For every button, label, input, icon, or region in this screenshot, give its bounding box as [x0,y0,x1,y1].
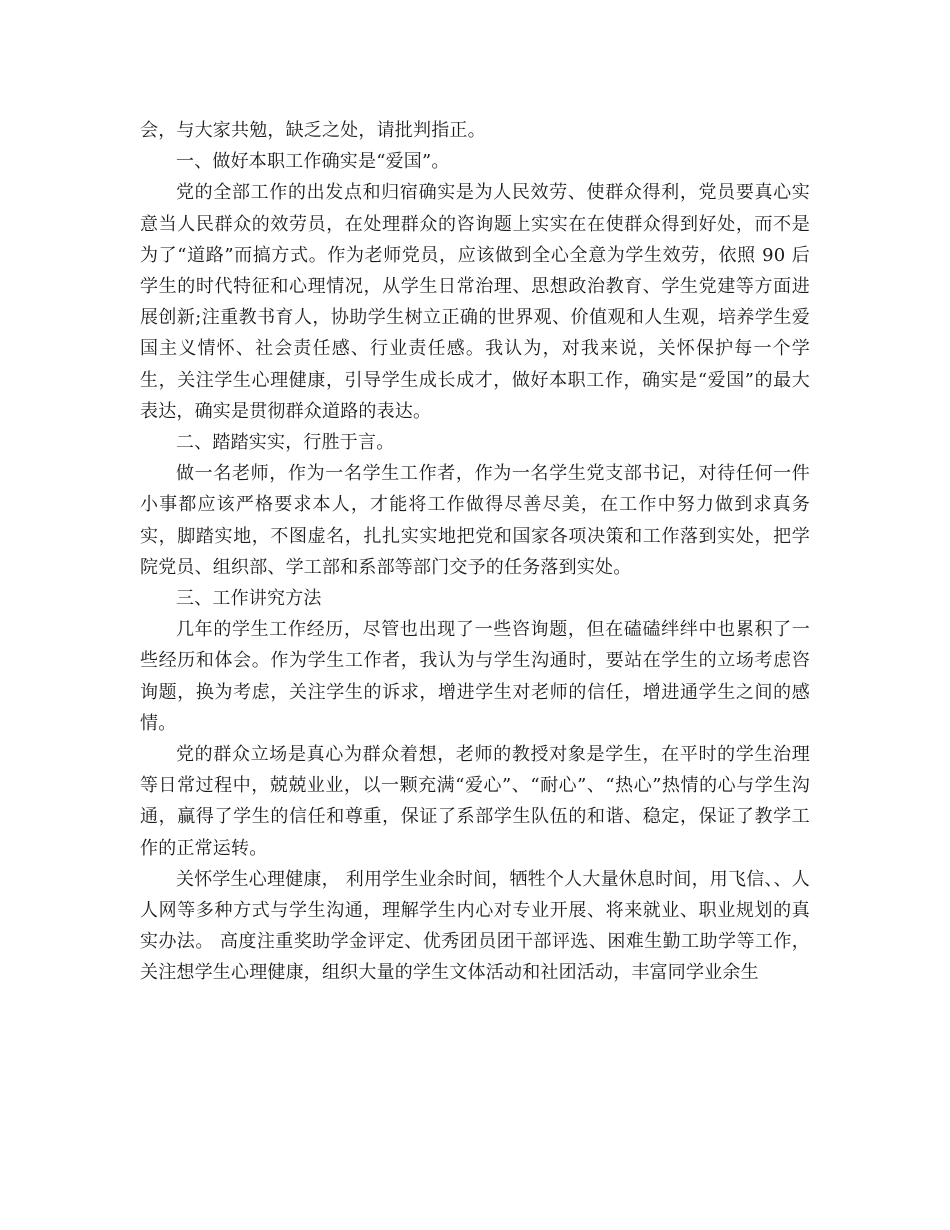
paragraph-continuation: 会，与大家共勉，缺乏之处，请批判指正。 [140,120,486,141]
paragraph: 做一名老师，作为一名学生工作者，作为一名学生党支部书记，对待任何一件小事都应该严格要求本人，才能将工作做得尽善尽美，在工作中努力做到求真务实，脚踏实地，不图虚名，扎扎实实地把党和国家各项决策和工作落到实处，把学院党员、组织部、学工部和系部等部门交予的任务落到实处。 [140,463,810,578]
section-heading-2: 二、踏踏实实，行胜于言。 [176,432,395,454]
section-heading-1: 一、做好本职工作确实是“爱国”。 [176,151,450,173]
paragraph: 党的群众立场是真心为群众着想，老师的教授对象是学生，在平时的学生治理等日常过程中，兢兢业业，以一颗充满“爱心”、“耐心”、“热心”热情的心与学生沟通，赢得了学生的信任和尊重，保证了系部学生队伍的和谐、稳定，保证了教学工作的正常运转。 [140,744,810,859]
paragraph: 党的全部工作的出发点和归宿确实是为人民效劳、使群众得利，党员要真心实意当人民群众的效劳员，在处理群众的咨询题上实实在在使群众得到好处，而不是为了“道路”而搞方式。作为老师党员，应该做到全心全意为学生效劳，依照 90 后学生的时代特征和心理情况，从学生日常治理、思想政治教育、学生党建等方面进展创新;注重教书育人，协助学生树立正确的世界观、价值观和人生观，培养学生爱国主义情怀、社会责任感、行业责任感。我认为，对我来说，关怀保护每一个学生，关注学生心理健康，引导学生成长成才，做好本职工作，确实是“爱国”的最大表达，确实是贯彻群众道路的表达。 [140,182,810,422]
section-heading-3: 三、工作讲究方法 [176,588,322,610]
document-page [140,115,810,989]
paragraph: 关怀学生心理健康， 利用学生业余时间，牺牲个人大量休息时间，用飞信、、人人网等多种方式与学生沟通，理解学生内心对专业开展、将来就业、职业规划的真实办法。 高度注重奖助学金评定、优秀团员团干部评选、困难生勤工助学等工作，关注想学生心理健康，组织大量的学生文体活动和社团活动，丰富同学业余生 [140,868,810,984]
paragraph: 几年的学生工作经历，尽管也出现了一些咨询题，但在磕磕绊绊中也累积了一些经历和体会。作为学生工作者，我认为与学生沟通时，要站在学生的立场考虑咨询题，换为考虑，关注学生的诉求，增进学生对老师的信任，增进通学生之间的感情。 [140,619,810,734]
